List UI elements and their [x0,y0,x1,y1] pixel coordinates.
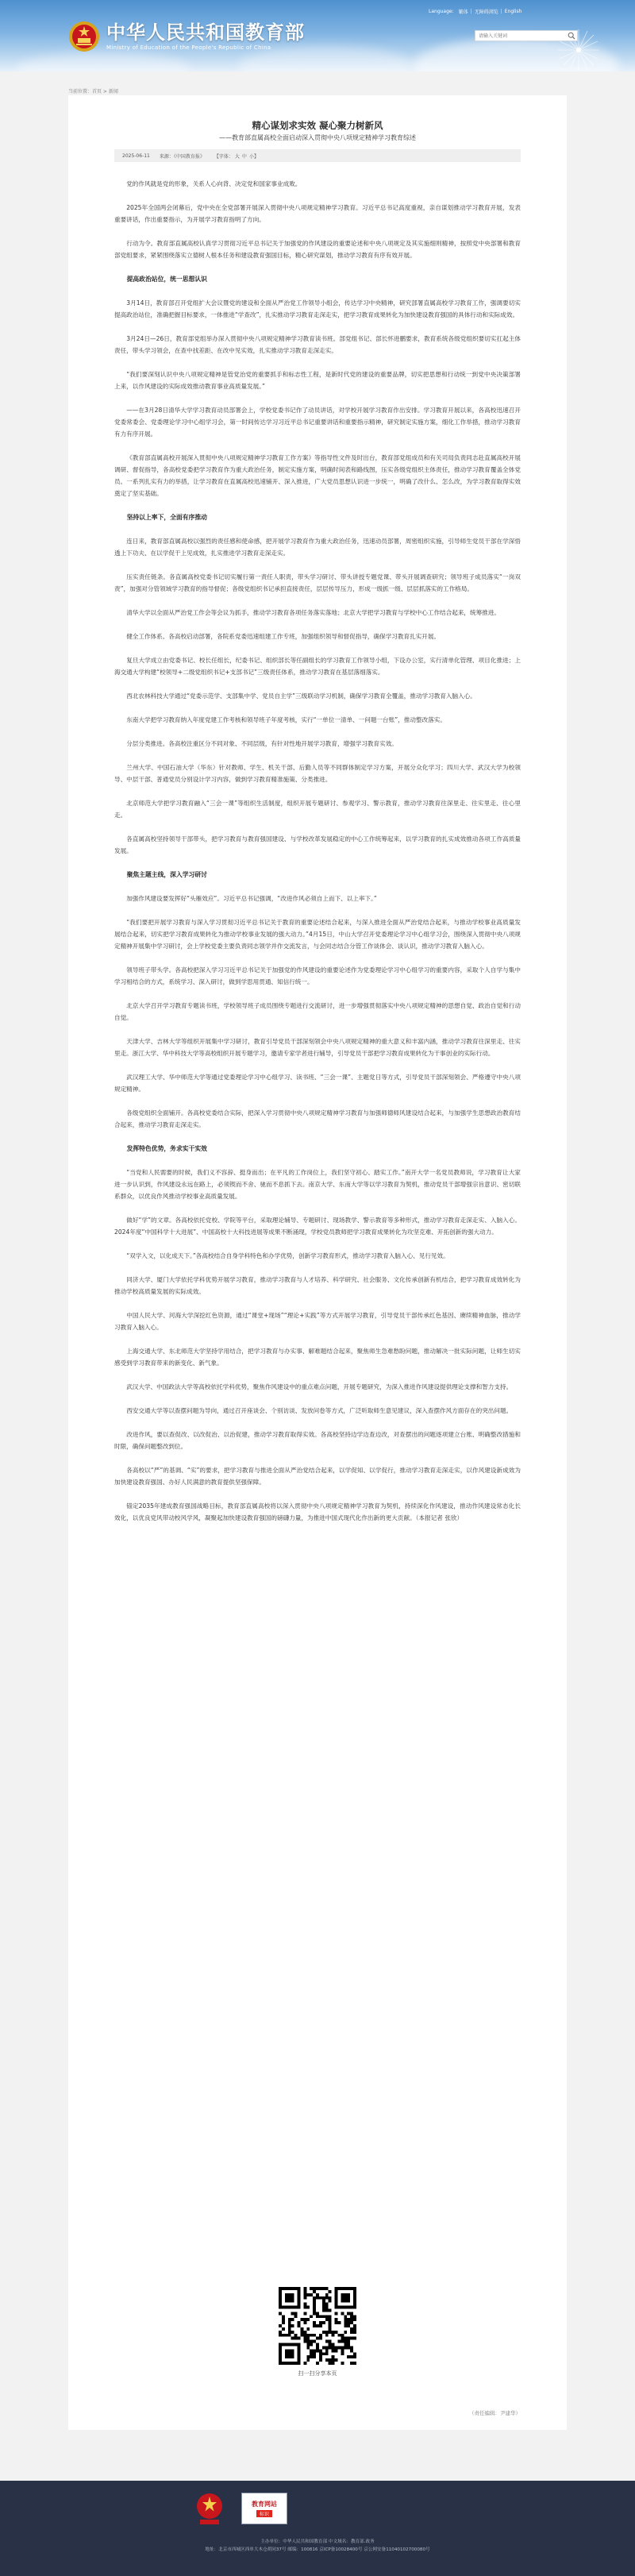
article-paragraph: 健全工作体系。各高校启动部署，各院系党委迅速组建工作专班，加强组织领导和督促指导，确保学习教育扎实开展。 [126,633,441,640]
section-heading: 提高政治站位，统一思想认识 [126,276,207,283]
badge-text-2: 标识 [256,2510,272,2517]
qr-caption: 扫一扫分享本页 [298,2370,337,2377]
article-paragraph: 武汉理工大学、华中师范大学等通过党委理论学习中心组学习、读书班、“三会一课”、主题党日等方式，引导党员干部深刻领会、严格遵守中央八项规定精神。 [114,1074,521,1093]
article-paragraph: 加强作风建设要发挥好“头雁效应”。习近平总书记强调，“改进作风必须自上而下、以上率下。” [126,895,377,902]
article-paragraph: 各级党组织全面铺开。各高校党委结合实际，把深入学习贯彻中央八项规定精神学习教育与加强师德师风建设结合起来，与加强学生思想政治教育结合起来，推动学习教育走深走实。 [114,1109,521,1128]
article-paragraph: 2025年全国两会闭幕后，党中央在全党部署开展深入贯彻中央八项规定精神学习教育。习近平总书记高度重视，亲自谋划推动学习教育开展，发表重要讲话，作出重要指示，为开展学习教育指明了方向。 [114,204,521,223]
link-separator: | [500,9,502,14]
article-paragraph: 压实责任链条。各直属高校党委书记切实履行第一责任人职责，带头学习研讨、带头讲授专题党课、带头开展调查研究；领导班子成员落实“一岗双责”，加强对分管领域学习教育的指导督促；各级党组织书记承担直接责任，层层传导压力，形成一级抓一级、层层抓落实的工作格局。 [114,573,521,592]
article-paragraph: 锚定2035年建成教育强国战略目标，教育部直属高校将以深入贯彻中央八项规定精神学习教育为契机，持续深化作风建设，推动作风建设常态化长效化，以优良党风带动校风学风，凝聚起加快建设教育强国的磅礴力量，为推进中国式现代化作出新的更大贡献。（本报记者 张欣） [114,1502,521,1521]
footer-line: 主办单位：中华人民共和国教育部 中文域名：教育部.政务 [260,2539,375,2544]
search-icon[interactable] [568,32,575,40]
responsible-editor: （责任编辑：尹建华） [469,2410,521,2416]
article-paragraph: 西北农林科技大学通过“党委示范学、支部集中学、党员自主学”三级联动学习机制，确保学习教育全覆盖，推动学习教育入脑入心。 [126,692,476,700]
footer-logos [194,2492,287,2525]
search-input[interactable] [475,31,568,40]
article-title: 精心谋划求实效 凝心聚力树新风 [252,120,383,131]
article-paragraph: 《教育部直属高校开展深入贯彻中央八项规定精神学习教育工作方案》等指导性文件及时出台，教育部党组成员和有关司局负责同志赴直属高校开展调研、督促指导，各高校党委把学习教育作为重大政治任务，制定实施方案，明确时间表和路线图，压实各级党组织主体责任，推动学习教育覆盖全体党员。一系列扎实有力的举措，让学习教育在直属高校迅速铺开、深入推进，广大党员思想认识进一步统一，明确了改什么、怎么改，为学习教育取得实效奠定了坚实基础。 [114,454,521,497]
article-paragraph: 东南大学把学习教育纳入年度党建工作考核和领导班子年度考核，实行“一单位一清单、一问题一台账”，推动整改落实。 [126,716,446,723]
article-paragraph: 各直属高校坚持领导干部带头，把学习教育与教育强国建设、与学校改革发展稳定的中心工作统筹起来，以学习教育的扎实成效推动各项工作高质量发展。 [114,835,521,854]
section-heading: 坚持以上率下，全面有序推动 [126,514,207,521]
article-paragraph: 北京大学召开学习教育专题读书班，学校领导班子成员围绕专题进行交流研讨，进一步增强贯彻落实中央八项规定精神的思想自觉、政治自觉和行动自觉。 [114,1002,521,1021]
top-links [429,8,521,15]
article-paragraph: 3月24日—26日，教育部党组举办深入贯彻中央八项规定精神学习教育读书班。部党组书记、部长怀进鹏要求，教育系统各级党组织要切实扛起主体责任，带头学习领会，在查中找差距、在改中见实效，扎实推动学习教育走深走实。 [114,335,521,354]
article-paragraph: 武汉大学、中国政法大学等高校依托学科优势，聚焦作风建设中的重点难点问题，开展专题研究，为深入推进作风建设提供理论支撑和智力支持。 [126,1383,513,1390]
party-government-badge-icon[interactable] [194,2492,225,2525]
site-footer [0,2481,635,2576]
article-paragraph: 上海交通大学、东北师范大学坚持学用结合，把学习教育与办实事、解难题结合起来，聚焦师生急难愁盼问题，推动解决一批实际问题，让师生切实感受到学习教育带来的新变化、新气象。 [114,1348,521,1367]
link-english[interactable]: English [504,9,522,14]
section-heading: 聚焦主题主线，深入学习研讨 [126,871,207,878]
site-header [0,0,635,71]
article-paragraph: 兰州大学、中国石油大学（华东）针对教师、学生、机关干部、后勤人员等不同群体制定学习方案，开展分众化学习；四川大学、武汉大学为校领导、中层干部、普通党员分别设计学习内容，做到学习教育精准施策、分类推进。 [114,764,521,783]
article-paragraph: “我们要把开展学习教育与深入学习贯彻习近平总书记关于教育的重要论述结合起来，与深入推进全面从严治党结合起来，与推动学校事业高质量发展结合起来，切实把学习教育成果转化为推动学校事业发展的强大动力。”4月15日，中山大学召开党委理论学习中心组学习会，围绕深入贯彻中央八项规定精神开展集中学习研讨，会上学校党委主要负责同志领学并作交流发言，与会同志结合分管工作谈体会、谈认识，推动学习教育入脑入心。 [114,919,521,950]
share-qr-code[interactable] [279,2287,356,2365]
font-size-label: 【字体： [214,153,233,160]
article-paragraph: “双学入文，以化成天下。”各高校结合自身学科特色和办学优势，创新学习教育形式，推动学习教育入脑入心、见行见效。 [126,1252,449,1259]
article-paragraph: 中国人民大学、河海大学深挖红色资源，通过“课堂+现场”“理论+实践”等方式开展学习教育，引导党员干部传承红色基因、赓续精神血脉，推动学习教育入脑入心。 [114,1312,521,1331]
search-box [475,30,578,41]
national-emblem-icon [68,21,100,52]
article-paragraph: 天津大学、吉林大学等组织开展集中学习研讨，教育引导党员干部深刻领会中央八项规定精神的重大意义和丰富内涵，推动学习教育往深里走、往实里走。浙江大学、华中科技大学等高校组织开展专题学习，邀请专家学者进行辅导，引导党员干部把学习教育成果转化为干事创业的实际行动。 [114,1038,521,1057]
article-date: 2025-06-11 [122,152,150,159]
badge-text-1: 教育网站 [252,2501,277,2508]
link-accessibility[interactable]: 无障碍浏览 [474,10,498,15]
article-paragraph: 清华大学以全面从严治党工作会等会议为抓手，推动学习教育各项任务落实落地；北京大学把学习教育与学校中心工作结合起来，统筹推进。 [126,609,500,616]
footer-line: 地址：北京市西城区西单大木仓胡同37号 邮编：100816 京ICP备10028400号 京公网安备11040102700080号 [205,2547,430,2552]
article-paragraph: 党的作风就是党的形象，关系人心向背、决定党和国家事业成败。 [126,180,302,187]
article-paragraph: 改进作风，要以查促改、以改促治、以治促建，推动学习教育取得实效。各高校坚持边学边查边改，对查摆出的问题逐项建立台账、明确整改措施和时限，确保问题整改到位。 [114,1431,521,1450]
article-paragraph: 做好“学”的文章。各高校依托党校、学院等平台，采取理论辅导、专题研讨、现场教学、警示教育等多种形式，推动学习教育走深走实、入脑入心。2024年度“中国科学十大进展”、中国高校十大科技进展等成果不断涌现，学校党员教师把学习教育成果转化为攻坚克难、开拓创新的强大动力。 [114,1217,521,1236]
article-paragraph: 各高校以“严”的基调、“实”的要求，把学习教育与推进全面从严治党结合起来，以学促知、以学促行，推动学习教育走深走实，以作风建设新成效为加快建设教育强国、办好人民满意的教育提供坚强保障。 [114,1467,521,1486]
article-meta-bar [114,149,521,162]
breadcrumb[interactable]: 当前位置：首页 > 新闻 [68,89,118,94]
site-title-english: Ministry of Education of the People's Republic of China [106,44,271,51]
site-title: 中华人民共和国教育部 [106,21,305,44]
article-paragraph: 连日来，教育部直属高校以强烈的责任感和使命感，把开展学习教育作为重大政治任务，迅速动员部署，周密组织实施，引导师生党员干部在学深悟透上下功夫、在以学促干上见成效，扎实推进学习教育走深走实。 [114,538,521,557]
article-paragraph: “当党和人民需要的时候，我们义不容辞、挺身而出；在平凡的工作岗位上，我们坚守初心、踏实工作。”南开大学一名党员教师说，学习教育让大家进一步认识到，作风建设永远在路上，必须锲而不舍、驰而不息抓下去。南京大学、东南大学等以学习教育为契机，推动党员干部增强宗旨意识、密切联系群众，以优良作风推动学校事业高质量发展。 [114,1169,521,1200]
article-card [68,95,567,2430]
article-source: 来源：《中国教育报》 [159,153,205,160]
article-paragraph: ——在3月28日清华大学学习教育动员部署会上，学校党委书记作了动员讲话，对学校开展学习教育作出安排。学习教育开展以来，各高校迅速召开党委常委会、党委理论学习中心组学习会，第一时间传达学习习近平总书记重要讲话和重要指示精神，研究制定实施方案，细化工作举措，推动学习教育有力有序开展。 [114,407,521,438]
footer-info [0,2538,635,2554]
article-paragraph: “我们要深刻认识中央八项规定精神是管党治党的重要抓手和标志性工程，是新时代党的建设的重要品牌，切实把思想和行动统一到党中央决策部署上来，以作风建设的实际成效推动教育事业高质量发展。” [114,371,521,390]
font-small-button[interactable]: 小】 [248,153,259,160]
link-separator: | [470,9,472,14]
article-paragraph: 西安交通大学等以查摆问题为导向，通过召开座谈会、个别访谈、发放问卷等方式，广泛听取师生意见建议，深入查摆作风方面存在的突出问题。 [126,1407,513,1414]
article-subtitle: ——教育部直属高校全面启动深入贯彻中央八项规定精神学习教育综述 [219,134,416,141]
article-paragraph: 领导班子带头学。各高校把深入学习习近平总书记关于加强党的作风建设的重要论述作为党委理论学习中心组学习的重要内容，采取个人自学与集中学习相结合的方式，系统学习、深入研讨，做到学思用贯通、知信行统一。 [114,966,521,985]
article-paragraph: 分层分类推进。各高校注重区分不同对象、不同层级，有针对性地开展学习教育，增强学习教育实效。 [126,740,398,747]
article-paragraph: 北京师范大学把学习教育融入“三会一课”等组织生活制度，组织开展专题研讨、参观学习、警示教育，推动学习教育往深里走、往实里走、往心里走。 [114,800,521,819]
section-heading: 发挥特色优势，务求实干实效 [126,1145,207,1152]
article-paragraph: 行动为令。教育部直属高校认真学习贯彻习近平总书记关于加强党的作风建设的重要论述和中央八项规定及其实施细则精神，按照党中央部署和教育部党组要求，紧紧围绕落实立德树人根本任务和建设教育强国目标，精心研究谋划，推动学习教育有序有效开展。 [114,240,521,259]
article-body [114,178,521,1536]
education-website-badge[interactable] [241,2493,287,2524]
article-paragraph: 同济大学、厦门大学依托学科优势开展学习教育，推动学习教育与人才培养、科学研究、社会服务、文化传承创新有机结合，把学习教育成效转化为推动学校高质量发展的实际成效。 [114,1276,521,1295]
font-large-button[interactable]: 大 [234,153,240,160]
share-block [68,2287,567,2377]
link-traditional[interactable]: 繁体 [458,10,468,15]
article-paragraph: 3月14日，教育部召开党组扩大会议暨党的建设和全面从严治党工作领导小组会，传达学习中央精神，研究部署直属高校学习教育工作，强调要切实提高政治站位，准确把握目标要求，一体推进“学查改”，扎实推动学习教育走深走实，把学习教育成果转化为加快建设教育强国的具体行动和实际成效。 [114,299,521,318]
header-cloud [16,52,190,71]
site-logo[interactable] [68,21,305,52]
font-medium-button[interactable]: 中 [241,153,247,160]
language-label: Language: [429,9,454,14]
article-paragraph: 复旦大学成立由党委书记、校长任组长，纪委书记、组织部长等任副组长的学习教育工作领导小组，下设办公室，实行清单化管理、项目化推进；上海交通大学构建“校领导+二级党组织书记+支部书记”三级责任体系，推动学习教育在基层落细落实。 [114,657,521,676]
